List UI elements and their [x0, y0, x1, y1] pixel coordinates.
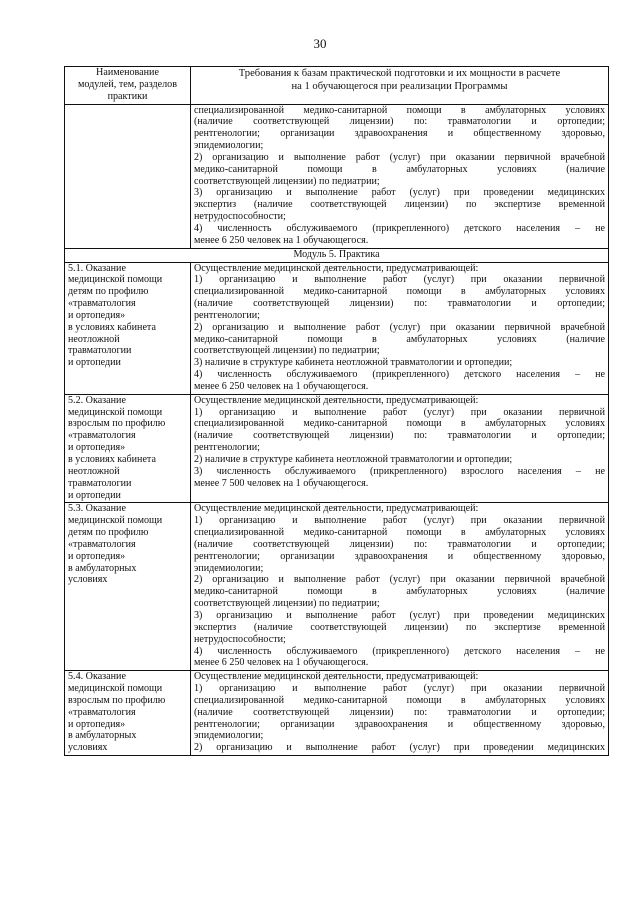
module-name-line: травматологии — [68, 345, 132, 357]
requirement-line: нетрудоспособности; — [194, 633, 286, 645]
module-name-line: в условиях кабинета — [68, 321, 156, 333]
table-row — [65, 503, 609, 671]
requirement-line: эпидемиологии; — [194, 140, 264, 152]
module-name-line: 5.2. Оказание — [68, 394, 126, 406]
requirements-cell — [191, 262, 609, 394]
requirement-line: 2) организацию и выполнение работ (услуг) при проведении медицинских — [194, 742, 605, 754]
module-name-line: медицинской помощи — [68, 406, 163, 418]
requirement-line: рентгенологии; — [194, 442, 260, 454]
module-name-line: в условиях кабинета — [68, 454, 156, 465]
requirement-line: Осуществление медицинской деятельности, предусматривающей: — [194, 262, 479, 274]
table-row — [65, 262, 609, 394]
module-name-line: 5.4. Оказание — [68, 671, 126, 683]
requirement-line: 4) численность обслуживаемого (прикрепленного) детского населения – не — [194, 645, 605, 657]
module-name-line: «травматология — [68, 298, 136, 310]
requirement-line: медико-санитарной помощи в амбулаторных условиях (наличие — [194, 333, 605, 345]
requirement-line: рентгенологии; организации здравоохранения и общественному здоровью, — [194, 128, 605, 140]
module-name-line: 5.1. Оказание — [68, 262, 126, 274]
requirement-line: рентгенологии; организации здравоохранения и общественному здоровью, — [194, 718, 605, 730]
requirement-line: 3) организацию и выполнение работ (услуг) при проведении медицинских — [194, 187, 605, 199]
header-requirements-column — [191, 67, 609, 105]
header-line: модулей, тем, разделов — [78, 78, 177, 90]
requirement-line: Осуществление медицинской деятельности, предусматривающей: — [194, 671, 479, 683]
requirements-cell — [191, 394, 609, 503]
requirement-line: (наличие соответствующей лицензии) по: травматологии и ортопедии; — [194, 706, 605, 718]
module-name-line: медицинской помощи — [68, 515, 163, 527]
requirement-line: специализированной медико-санитарной помощи в амбулаторных условиях — [194, 286, 605, 298]
requirement-line: 3) организацию и выполнение работ (услуг) при проведении медицинских — [194, 609, 605, 621]
requirements-cell — [191, 671, 609, 756]
requirement-line: эпидемиологии; — [194, 562, 264, 574]
module-name-line: взрослым по профилю — [68, 694, 166, 706]
module-name-line: медицинской помощи — [68, 274, 163, 286]
requirement-line: менее 6 250 человек на 1 обучающегося. — [194, 657, 369, 669]
header-line: Требования к базам практической подготовки и их мощности в расчете — [238, 68, 561, 79]
requirement-line: (наличие соответствующей лицензии) по: травматологии и ортопедии; — [194, 430, 605, 442]
requirement-line: Осуществление медицинской деятельности, предусматривающей: — [194, 503, 479, 515]
requirement-line: менее 7 500 человек на 1 обучающегося. — [194, 477, 369, 489]
requirements-table — [64, 66, 609, 756]
requirement-line: 3) наличие в структуре кабинета неотложной травматологии и ортопедии; — [194, 357, 513, 369]
requirement-line: менее 6 250 человек на 1 обучающегося. — [194, 234, 369, 246]
section-title: Модуль 5. Практика — [65, 248, 609, 262]
module-name-line: и ортопедии — [68, 489, 121, 501]
module-name-line: «травматология — [68, 538, 136, 550]
module-name-line: детям по профилю — [68, 527, 149, 539]
requirement-line: специализированной медико-санитарной помощи в амбулаторных условиях — [194, 527, 605, 539]
page-number: 30 — [313, 36, 327, 51]
requirement-line: 1) организацию и выполнение работ (услуг) при оказании первичной — [194, 515, 605, 527]
requirement-line: рентгенологии; организации здравоохранения и общественному здоровью, — [194, 550, 605, 562]
requirement-line: 2) организацию и выполнение работ (услуг) при оказании первичной врачебной — [194, 321, 605, 333]
requirement-line: медико-санитарной помощи в амбулаторных условиях (наличие — [194, 586, 605, 598]
module-name-line: условиях — [68, 742, 108, 754]
requirement-line: нетрудоспособности; — [194, 211, 286, 223]
requirement-line: медико-санитарной помощи в амбулаторных условиях (наличие — [194, 163, 605, 175]
module-name-line: и ортопедия» — [68, 550, 126, 562]
module-name-cell — [65, 104, 191, 248]
requirement-line: специализированной медико-санитарной помощи в амбулаторных условиях — [194, 418, 605, 430]
requirements-cell — [191, 503, 609, 671]
module-name-cell — [65, 262, 191, 394]
module-name-line: и ортопедии — [68, 357, 121, 369]
table-row — [65, 394, 609, 503]
table-row-continuation — [65, 104, 609, 248]
requirement-line: 4) численность обслуживаемого (прикрепленного) детского населения – не — [194, 222, 605, 234]
module-name-line: и ортопедия» — [68, 718, 126, 730]
requirement-line: 2) наличие в структуре кабинета неотложной травматологии и ортопедии; — [194, 454, 513, 465]
requirement-line: соответствующей лицензии) по педиатрии; — [194, 598, 380, 610]
requirement-line: менее 6 250 человек на 1 обучающегося. — [194, 380, 369, 392]
requirement-line: экспертиз (наличие соответствующей лицензии) по экспертизе временной — [194, 621, 605, 633]
header-line: Наименование — [96, 67, 159, 78]
module-name-line: 5.3. Оказание — [68, 503, 126, 515]
requirement-line: рентгенологии; — [194, 309, 260, 321]
table-row — [65, 671, 609, 756]
module-name-line: детям по профилю — [68, 286, 149, 298]
requirement-line: 4) численность обслуживаемого (прикрепленного) детского населения – не — [194, 369, 605, 381]
module-name-line: «травматология — [68, 430, 136, 442]
requirement-line: экспертиз (наличие соответствующей лицензии) по экспертизе временной — [194, 199, 605, 211]
requirement-line: 2) организацию и выполнение работ (услуг) при оказании первичной врачебной — [194, 151, 605, 163]
requirement-line: 1) организацию и выполнение работ (услуг) при оказании первичной — [194, 274, 605, 286]
module-name-line: неотложной — [68, 465, 120, 477]
requirement-line: соответствующей лицензии) по педиатрии; — [194, 345, 380, 357]
requirement-line: специализированной медико-санитарной помощи в амбулаторных условиях — [194, 694, 605, 706]
requirement-line: 1) организацию и выполнение работ (услуг) при оказании первичной — [194, 683, 605, 695]
module-name-cell — [65, 503, 191, 671]
requirement-line: эпидемиологии; — [194, 730, 264, 742]
module-name-line: и ортопедия» — [68, 309, 126, 321]
header-line: практики — [107, 90, 148, 102]
requirement-line: 1) организацию и выполнение работ (услуг) при оказании первичной — [194, 406, 605, 418]
module-name-line: и ортопедия» — [68, 442, 126, 454]
module-name-line: взрослым по профилю — [68, 418, 166, 430]
module-name-line: неотложной — [68, 333, 120, 345]
table-header-row — [65, 67, 609, 105]
header-modules-column — [65, 67, 191, 105]
module-name-line: в амбулаторных — [68, 730, 137, 742]
requirement-line: (наличие соответствующей лицензии) по: травматологии и ортопедии; — [194, 298, 605, 310]
requirement-line: (наличие соответствующей лицензии) по: травматологии и ортопедии; — [194, 116, 605, 128]
requirement-line: специализированной медико-санитарной помощи в амбулаторных условиях — [194, 104, 605, 116]
header-line: на 1 обучающегося при реализации Программы — [291, 81, 508, 92]
module-name-line: травматологии — [68, 477, 132, 489]
module-name-cell — [65, 394, 191, 503]
module-name-line: медицинской помощи — [68, 683, 163, 695]
requirement-line: 2) организацию и выполнение работ (услуг) при оказании первичной врачебной — [194, 574, 605, 586]
requirement-line: 3) численность обслуживаемого (прикрепленного) взрослого населения – не — [194, 465, 605, 477]
module-name-line: условиях — [68, 574, 108, 586]
module-name-cell — [65, 671, 191, 756]
section-row — [65, 248, 609, 262]
requirement-line: (наличие соответствующей лицензии) по: травматологии и ортопедии; — [194, 538, 605, 550]
module-name-line: в амбулаторных — [68, 562, 137, 574]
requirement-line: соответствующей лицензии) по педиатрии; — [194, 175, 380, 187]
requirement-line: Осуществление медицинской деятельности, предусматривающей: — [194, 394, 479, 406]
requirements-cell — [191, 104, 609, 248]
module-name-line: «травматология — [68, 706, 136, 718]
